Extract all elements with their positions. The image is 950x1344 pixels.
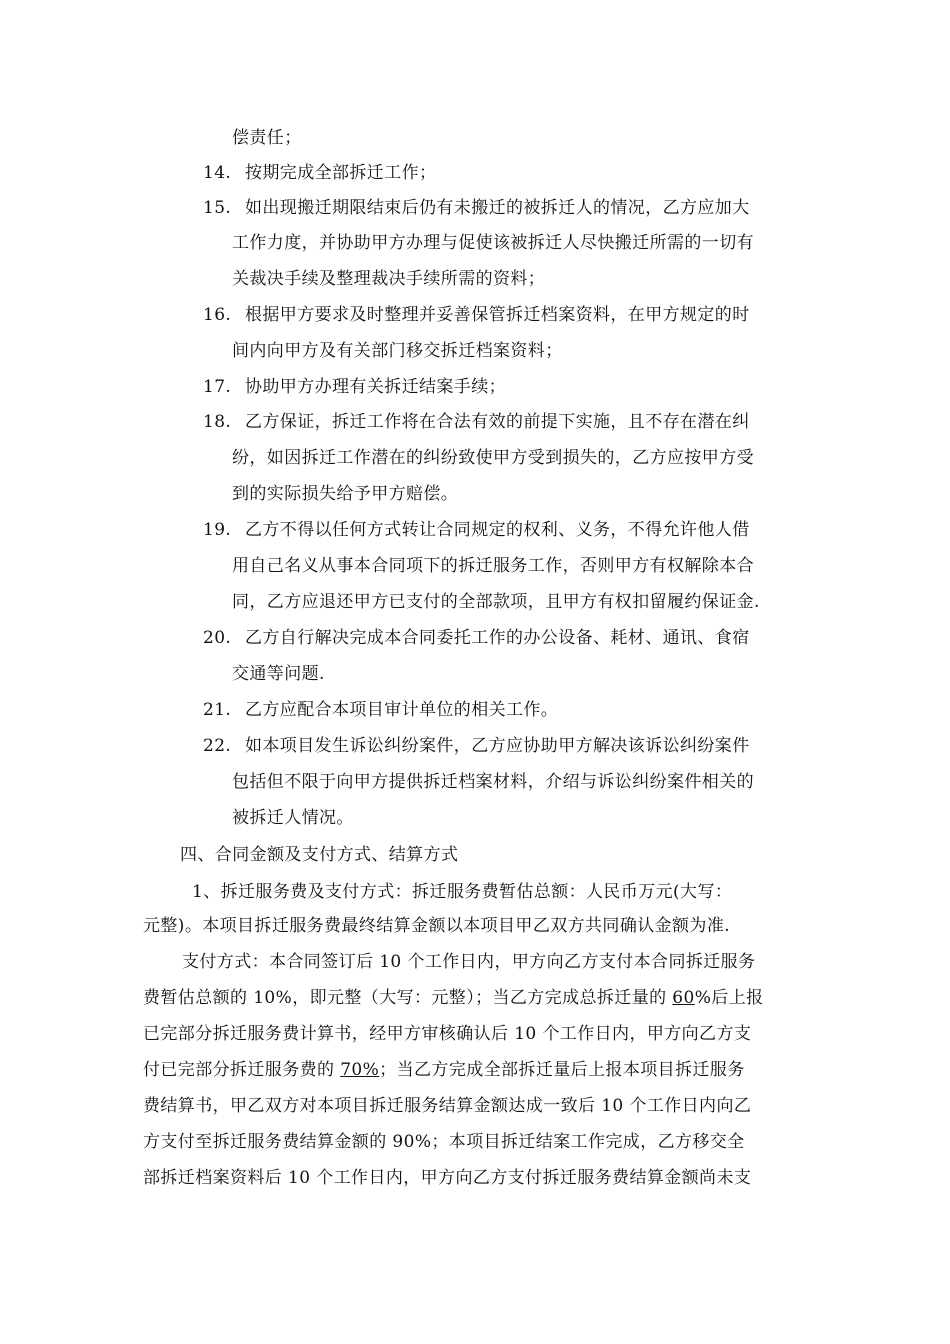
item-15-line-3: 关裁决手续及整理裁决手续所需的资料； xyxy=(232,269,546,289)
item-number: 19. xyxy=(203,520,232,540)
payment-text: %后上报 xyxy=(694,988,764,1008)
fee-paragraph-line-1: 1、拆迁服务费及支付方式：拆迁服务费暂估总额：人民币万元(大写： xyxy=(192,882,733,902)
underlined-percent-60: 60 xyxy=(672,988,695,1008)
item-18-line-2: 纷，如因拆迁工作潜在的纠纷致使甲方受到损失的，乙方应按甲方受 xyxy=(232,448,754,468)
payment-line-6: 方支付至拆迁服务费结算金额的 90%；本项目拆迁结案工作完成，乙方移交全 xyxy=(143,1132,745,1152)
item-20-line-2: 交通等问题. xyxy=(232,664,325,684)
list-item-14 xyxy=(203,161,436,185)
list-item-17 xyxy=(203,375,506,399)
item-22-line-2: 包括但不限于向甲方提供拆迁档案材料，介绍与诉讼纠纷案件相关的 xyxy=(232,772,754,792)
item-number: 14. xyxy=(203,163,232,183)
item-text: 乙方自行解决完成本合同委托工作的办公设备、耗材、通讯、食宿 xyxy=(245,628,750,648)
item-number: 22. xyxy=(203,736,232,756)
item-19-line-3: 同，乙方应退还甲方已支付的全部款项，且甲方有权扣留履约保证金. xyxy=(232,592,760,612)
item-text: 乙方不得以任何方式转让合同规定的权利、义务，不得允许他人借 xyxy=(245,520,750,540)
list-item-21 xyxy=(203,698,558,722)
item-16-line-2: 间内向甲方及有关部门移交拆迁档案资料； xyxy=(232,341,563,361)
underlined-percent-70: 70% xyxy=(340,1060,380,1080)
payment-line-4 xyxy=(143,1058,745,1082)
item-18-line-3: 到的实际损失给予甲方赔偿。 xyxy=(232,484,459,504)
list-item-15 xyxy=(203,196,750,220)
item-text: 根据甲方要求及时整理并妥善保管拆迁档案资料，在甲方规定的时 xyxy=(245,305,750,325)
payment-line-3: 已完部分拆迁服务费计算书，经甲方审核确认后 10 个工作日内，甲方向乙方支 xyxy=(143,1024,752,1044)
list-item-16 xyxy=(203,303,750,327)
list-item-19 xyxy=(203,518,750,542)
item-number: 18. xyxy=(203,412,232,432)
item-number: 15. xyxy=(203,198,232,218)
payment-line-2 xyxy=(143,986,764,1010)
payment-line-1: 支付方式：本合同签订后 10 个工作日内，甲方向乙方支付本合同拆迁服务 xyxy=(182,952,756,972)
item-text: 如本项目发生诉讼纠纷案件，乙方应协助甲方解决该诉讼纠纷案件 xyxy=(245,736,750,756)
payment-text: 付已完部分拆迁服务费的 xyxy=(143,1060,341,1080)
item-text: 乙方应配合本项目审计单位的相关工作。 xyxy=(245,700,559,720)
item-15-line-2: 工作力度，并协助甲方办理与促使该被拆迁人尽快搬迁所需的一切有 xyxy=(232,233,754,253)
item-number: 16. xyxy=(203,305,232,325)
item-22-line-3: 被拆迁人情况。 xyxy=(232,808,354,828)
payment-line-5: 费结算书，甲乙双方对本项目拆迁服务结算金额达成一致后 10 个工作日内向乙 xyxy=(143,1096,752,1116)
item-text: 乙方保证，拆迁工作将在合法有效的前提下实施，且不存在潜在纠 xyxy=(245,412,750,432)
list-item-20 xyxy=(203,626,750,650)
item-text: 按期完成全部拆迁工作； xyxy=(245,163,437,183)
item-number: 17. xyxy=(203,377,232,397)
list-item-22 xyxy=(203,734,750,758)
item-number: 20. xyxy=(203,628,232,648)
item-text: 协助甲方办理有关拆迁结案手续； xyxy=(245,377,506,397)
fee-paragraph-line-2: 元整)。本项目拆迁服务费最终结算金额以本项目甲乙双方共同确认金额为准. xyxy=(143,916,731,936)
item-19-line-2: 用自己名义从事本合同项下的拆迁服务工作，否则甲方有权解除本合 xyxy=(232,556,754,576)
item-number: 21. xyxy=(203,700,232,720)
payment-line-7: 部拆迁档案资料后 10 个工作日内，甲方向乙方支付拆迁服务费结算金额尚未支 xyxy=(143,1168,752,1188)
payment-text: 费暂估总额的 10%，即元整（大写：元整）；当乙方完成总拆迁量的 xyxy=(143,988,673,1008)
item-13-continuation: 偿责任； xyxy=(232,128,302,148)
payment-text: ；当乙方完成全部拆迁量后上报本项目拆迁服务 xyxy=(379,1060,745,1080)
section-heading: 四、合同金额及支付方式、结算方式 xyxy=(180,845,459,865)
list-item-18 xyxy=(203,410,750,434)
item-text: 如出现搬迁期限结束后仍有未搬迁的被拆迁人的情况，乙方应加大 xyxy=(245,198,750,218)
